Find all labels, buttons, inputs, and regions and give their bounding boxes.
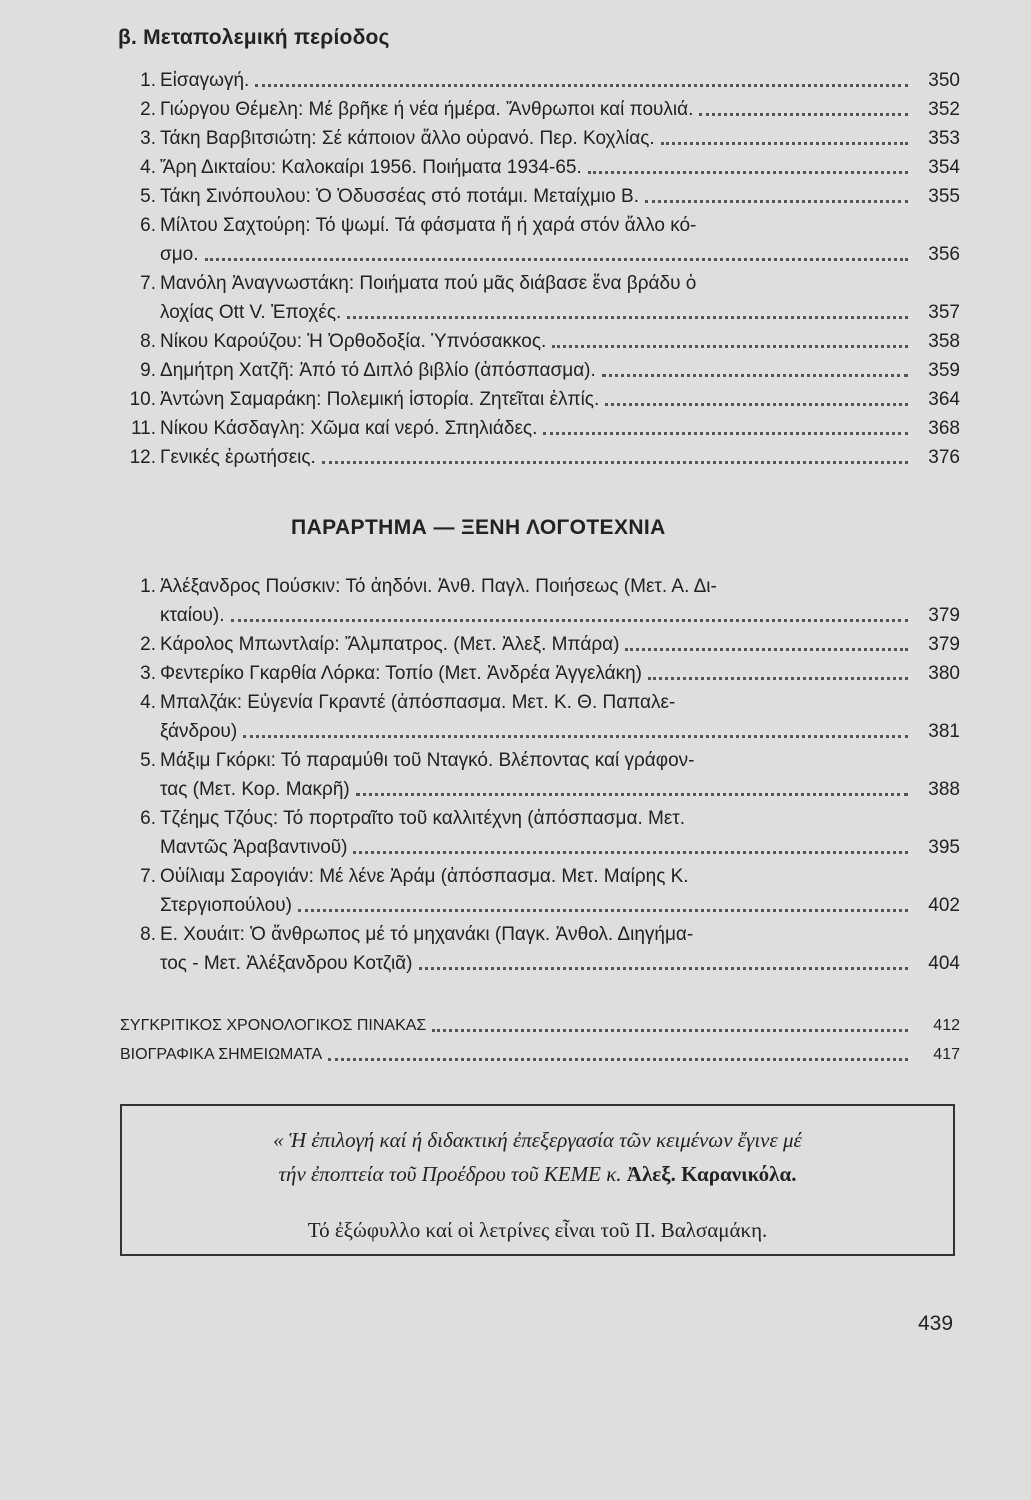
toc-page-number: 412 xyxy=(933,1017,960,1034)
toc-entry-last-line xyxy=(118,443,960,472)
toc-entry-title: Τάκη Βαρβιτσιώτη: Σέ κάποιον ἄλλο οὐρανό. Περ. Κοχλίας. xyxy=(160,128,655,149)
toc-entry-number: 1. xyxy=(140,70,156,91)
dot-leader xyxy=(353,850,908,854)
dot-leader xyxy=(432,1028,908,1032)
toc-page-number: 404 xyxy=(928,953,960,974)
toc-extra-title: ΒΙΟΓΡΑΦΙΚΑ ΣΗΜΕΙΩΜΑΤΑ xyxy=(120,1046,323,1063)
dot-leader xyxy=(419,966,909,970)
dot-leader xyxy=(699,112,908,116)
dot-leader xyxy=(625,647,908,651)
dot-leader xyxy=(322,460,908,464)
toc-entry-number: 5. xyxy=(140,750,156,771)
toc-entry-last-line xyxy=(118,95,960,124)
toc-extras xyxy=(120,1011,960,1069)
toc-page-number: 395 xyxy=(928,837,960,858)
appendix-heading: ΠΑΡΑΡΤΗΜΑ — ΞΕΝΗ ΛΟΓΟΤΕΧΝΙΑ xyxy=(291,516,666,539)
dot-leader xyxy=(588,170,908,174)
toc-entry-title: Τζέημς Τζόυς: Τό πορτραῖτο τοῦ καλλιτέχνη (ἀπόσπασμα. Μετ. xyxy=(160,808,686,829)
toc-entry xyxy=(118,211,960,269)
toc-page-number: 381 xyxy=(928,721,960,742)
toc-entry-number: 11. xyxy=(130,418,156,439)
toc-page-number: 358 xyxy=(928,331,960,352)
toc-entry xyxy=(118,572,960,630)
toc-appendix xyxy=(118,572,960,978)
toc-entry-last-line xyxy=(118,240,960,269)
toc-page-number: 368 xyxy=(928,418,960,439)
toc-entry-number: 2. xyxy=(140,99,156,120)
toc-entry xyxy=(118,443,960,472)
toc-extra-entry xyxy=(120,1040,960,1069)
toc-entry-last-line xyxy=(118,891,960,920)
toc-entry xyxy=(118,804,960,862)
toc-entry-title: Ἄρη Δικταίου: Καλοκαίρι 1956. Ποιήματα 1934-65. xyxy=(160,157,582,178)
toc-entry-last-line xyxy=(118,298,960,327)
toc-page-number: 357 xyxy=(928,302,960,323)
toc-entry-title: Δημήτρη Χατζῆ: Ἀπό τό Διπλό βιβλίο (ἀπόσπασμα). xyxy=(160,360,596,381)
toc-entry-last-line xyxy=(118,659,960,688)
toc-entry-number: 2. xyxy=(140,634,156,655)
toc-entry-title: Τάκη Σινόπουλου: Ὁ Ὀδυσσέας στό ποτάμι. Μεταίχμιο Β. xyxy=(160,186,639,207)
toc-entry-number: 7. xyxy=(140,273,156,294)
toc-entry-number: 4. xyxy=(140,157,156,178)
toc-entry-number: 12. xyxy=(129,447,156,468)
dot-leader xyxy=(328,1057,908,1061)
toc-entry-title: σμο. xyxy=(160,244,199,265)
section-heading: β. Μεταπολεμική περίοδος xyxy=(118,26,390,49)
toc-entry-title: Φεντερίκο Γκαρθία Λόρκα: Τοπίο (Μετ. Ἀνδρέα Ἀγγελάκη) xyxy=(160,663,643,684)
toc-entry-title: Μίλτου Σαχτούρη: Τό ψωμί. Τά φάσματα ἤ ή χαρά στόν ἄλλο κό- xyxy=(160,215,697,236)
toc-entry-last-line xyxy=(118,124,960,153)
dot-leader xyxy=(661,141,908,145)
toc-entry-number: 4. xyxy=(140,692,156,713)
toc-entry xyxy=(118,688,960,746)
dot-leader xyxy=(255,83,908,87)
toc-entry-last-line xyxy=(118,182,960,211)
dot-leader xyxy=(602,373,908,377)
toc-entry-title: τος - Μετ. Ἀλέξανδρου Κοτζιᾶ) xyxy=(160,953,413,974)
toc-entry xyxy=(118,385,960,414)
note-line-2: τήν ἐποπτεία τοῦ Προέδρου τοῦ ΚΕΜΕ κ. Ἀλεξ. Καρανικόλα. xyxy=(278,1162,797,1186)
toc-entry xyxy=(118,327,960,356)
toc-page-number: 354 xyxy=(928,157,960,178)
toc-entry-line xyxy=(118,269,960,298)
toc-entry-title: Κάρολος Μπωντλαίρ: Ἄλμπατρος. (Μετ. Ἀλεξ. Μπάρα) xyxy=(160,634,620,655)
toc-entry-number: 9. xyxy=(140,360,156,381)
dot-leader xyxy=(231,618,908,622)
toc-extra-title: ΣΥΓΚΡΙΤΙΚΟΣ ΧΡΟΝΟΛΟΓΙΚΟΣ ΠΙΝΑΚΑΣ xyxy=(120,1017,427,1034)
toc-entry xyxy=(118,153,960,182)
toc-page-number: 379 xyxy=(928,634,960,655)
toc-entry-title: Μάξιμ Γκόρκι: Τό παραμύθι τοῦ Νταγκό. Βλέποντας καί γράφον- xyxy=(160,750,695,771)
editorial-note-box xyxy=(120,1104,955,1256)
toc-entry-title: ξάνδρου) xyxy=(160,721,238,742)
toc-entry xyxy=(118,414,960,443)
toc-entry-title: τας (Μετ. Κορ. Μακρῆ) xyxy=(160,779,350,800)
dot-leader xyxy=(347,315,908,319)
toc-page-number: 402 xyxy=(928,895,960,916)
dot-leader xyxy=(645,199,908,203)
dot-leader xyxy=(552,344,908,348)
toc-entry-number: 6. xyxy=(140,215,156,236)
dot-leader xyxy=(356,792,908,796)
toc-entry xyxy=(118,862,960,920)
dot-leader xyxy=(605,402,908,406)
toc-entry-number: 5. xyxy=(140,186,156,207)
toc-entry xyxy=(118,182,960,211)
toc-entry-last-line xyxy=(118,601,960,630)
toc-entry-title: Οὐίλιαμ Σαρογιάν: Μέ λένε Ἀράμ (ἀπόσπασμα. Μετ. Μαίρης Κ. xyxy=(160,866,689,887)
toc-page-number: 350 xyxy=(928,70,960,91)
toc-entry xyxy=(118,124,960,153)
toc-entry-title: Ε. Χουάιτ: Ὁ ἄνθρωπος μέ τό μηχανάκι (Παγκ. Ἀνθολ. Διηγήμα- xyxy=(160,924,694,945)
toc-entry-line xyxy=(118,920,960,949)
toc-entry-number: 3. xyxy=(140,128,156,149)
note-line-1: « Ἡ ἐπιλογή καί ή διδακτική ἐπεξεργασία τῶν κειμένων ἔγινε μέ xyxy=(273,1128,802,1152)
toc-entry-last-line xyxy=(118,717,960,746)
toc-entry-title: Ἀντώνη Σαμαράκη: Πολεμική ἱστορία. Ζητεῖται ἐλπίς. xyxy=(160,389,600,410)
dot-leader xyxy=(205,257,908,261)
toc-entry xyxy=(118,66,960,95)
toc-entry-last-line xyxy=(118,630,960,659)
dot-leader xyxy=(648,676,908,680)
toc-entry-last-line xyxy=(118,385,960,414)
toc-entry-line xyxy=(118,804,960,833)
toc-entry-number: 6. xyxy=(140,808,156,829)
dot-leader xyxy=(243,734,908,738)
toc-page-number: 364 xyxy=(928,389,960,410)
toc-entry-last-line xyxy=(118,949,960,978)
page-number: 439 xyxy=(918,1312,954,1335)
toc-entry-last-line xyxy=(118,66,960,95)
toc-entry-title: κταίου). xyxy=(160,605,225,626)
toc-entry xyxy=(118,95,960,124)
toc-entry-number: 3. xyxy=(140,663,156,684)
toc-page-number: 380 xyxy=(928,663,960,684)
toc-entry-last-line xyxy=(118,414,960,443)
toc-page-number: 417 xyxy=(933,1046,960,1063)
toc-extra-entry xyxy=(120,1011,960,1040)
toc-entry-last-line xyxy=(118,356,960,385)
toc-entry-title: Γιώργου Θέμελη: Μέ βρῆκε ή νέα ήμέρα. Ἄνθρωποι καί πουλιά. xyxy=(160,99,694,120)
toc-entry-number: 8. xyxy=(140,924,156,945)
toc-entry-last-line xyxy=(118,833,960,862)
toc-entry-title: Μαντῶς Ἀραβαντινοῦ) xyxy=(160,837,348,858)
toc-entry-last-line xyxy=(118,327,960,356)
toc-entry xyxy=(118,659,960,688)
toc-entry-last-line xyxy=(118,775,960,804)
toc-page-number: 356 xyxy=(928,244,960,265)
toc-page-number: 355 xyxy=(928,186,960,207)
toc-entry-line xyxy=(118,688,960,717)
toc-entry-line xyxy=(118,211,960,240)
toc-entry-number: 10. xyxy=(129,389,156,410)
toc-entry xyxy=(118,920,960,978)
toc-page-number: 388 xyxy=(928,779,960,800)
toc-entry-title: Στεργιοπούλου) xyxy=(160,895,292,916)
toc-entry-number: 8. xyxy=(140,331,156,352)
toc-entry xyxy=(118,746,960,804)
toc-entry-title: Μπαλζάκ: Εὐγενία Γκραντέ (ἀπόσπασμα. Μετ. Κ. Θ. Παπαλε- xyxy=(160,692,676,713)
toc-entry xyxy=(118,269,960,327)
toc-entry-line xyxy=(118,746,960,775)
toc-entry-title: λοχίας Ott V. Ἐποχές. xyxy=(160,302,342,323)
toc-entry-line xyxy=(118,572,960,601)
toc-entry xyxy=(118,630,960,659)
toc-entry-title: Νίκου Καρούζου: Ἡ Ὀρθοδοξία. Ὑπνόσακκος. xyxy=(160,331,547,352)
toc-entry xyxy=(118,356,960,385)
toc-entry-number: 1. xyxy=(140,576,156,597)
note-line-3: Τό ἐξώφυλλο καί οἱ λετρίνες εἶναι τοῦ Π. Βαλσαμάκη. xyxy=(307,1218,768,1242)
toc-entry-line xyxy=(118,862,960,891)
toc-page-number: 352 xyxy=(928,99,960,120)
toc-page-number: 376 xyxy=(928,447,960,468)
toc-entry-title: Γενικές ἐρωτήσεις. xyxy=(160,447,316,468)
dot-leader xyxy=(298,908,908,912)
toc-page-number: 353 xyxy=(928,128,960,149)
toc-page-number: 379 xyxy=(928,605,960,626)
toc-entry-title: Ἀλέξανδρος Πούσκιν: Τό ἀηδόνι. Ἀνθ. Παγλ. Ποιήσεως (Μετ. Α. Δι- xyxy=(160,576,717,597)
toc-entry-title: Μανόλη Ἀναγνωστάκη: Ποιήματα πού μᾶς διάβασε ἕνα βράδυ ὁ xyxy=(160,273,697,294)
toc-entry-number: 7. xyxy=(140,866,156,887)
toc-entry-title: Νίκου Κάσδαγλη: Χῶμα καί νερό. Σπηλιάδες. xyxy=(160,418,538,439)
dot-leader xyxy=(543,431,908,435)
toc-section-b xyxy=(118,66,960,472)
toc-entry-last-line xyxy=(118,153,960,182)
toc-page-number: 359 xyxy=(928,360,960,381)
toc-entry-title: Εἰσαγωγή. xyxy=(160,70,250,91)
